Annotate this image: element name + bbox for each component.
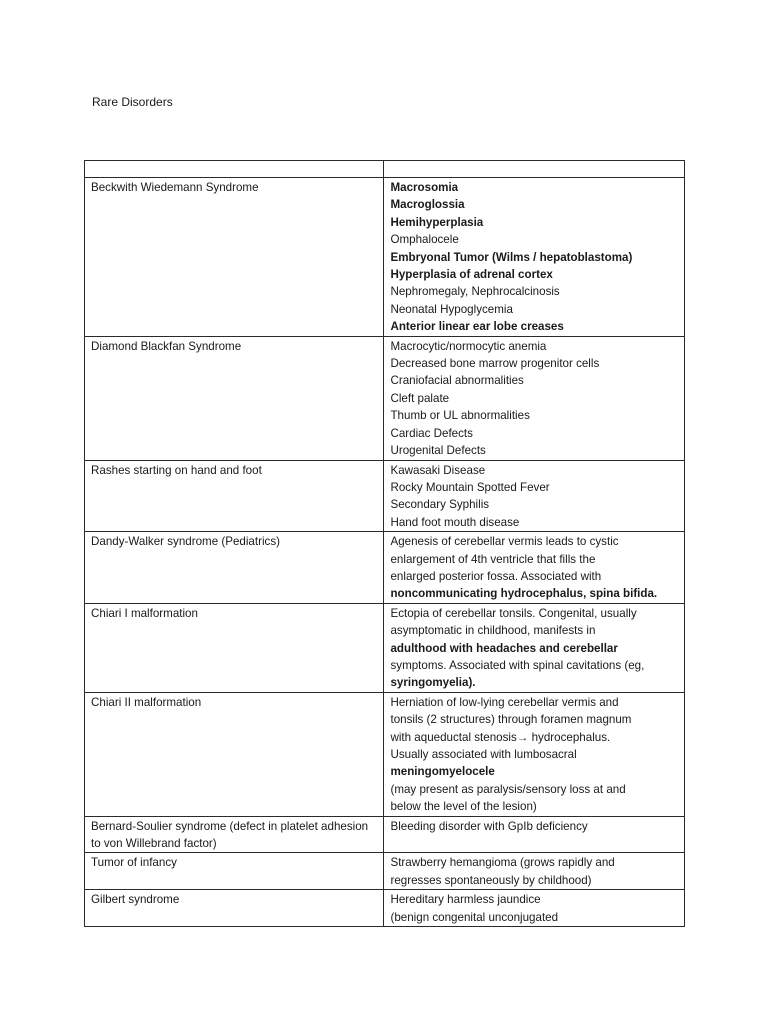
condition-cell: Rashes starting on hand and foot xyxy=(85,460,384,532)
table-row xyxy=(85,853,685,890)
condition-cell: Gilbert syndrome xyxy=(85,890,384,927)
feature-line: Hyperplasia of adrenal cortex xyxy=(390,268,553,282)
feature-line: Secondary Syphilis xyxy=(390,498,490,512)
feature-line: noncommunicating hydrocephalus, spina bifida. xyxy=(390,587,658,601)
features-cell xyxy=(384,603,685,692)
feature-line: Macrocytic/normocytic anemia xyxy=(390,339,547,353)
features-cell xyxy=(384,460,685,532)
feature-line: adulthood with headaches and cerebellar xyxy=(390,641,618,655)
condition-cell: Dandy-Walker syndrome (Pediatrics) xyxy=(85,532,384,604)
feature-line: Macrosomia xyxy=(390,181,459,194)
table-row xyxy=(85,890,685,927)
features-cell xyxy=(384,532,685,604)
condition-cell: Bernard-Soulier syndrome (defect in platelet adhesion to von Willebrand factor) xyxy=(85,816,384,853)
feature-line: Hemihyperplasia xyxy=(390,215,484,229)
condition-cell: Chiari I malformation xyxy=(85,603,384,692)
feature-line: Urogenital Defects xyxy=(390,444,486,458)
feature-line: tonsils (2 structures) through foramen magnum xyxy=(390,713,632,727)
feature-line: asymptomatic in childhood, manifests in xyxy=(390,624,596,638)
features-cell xyxy=(384,178,685,337)
features-cell xyxy=(384,816,685,853)
feature-line: meningomyelocele xyxy=(390,765,495,779)
table-row xyxy=(85,816,685,853)
feature-line: symptoms. Associated with spinal cavitations (eg, xyxy=(390,658,645,672)
feature-line: Macroglossia xyxy=(390,198,465,212)
table-row xyxy=(85,178,685,337)
condition-cell: Chiari II malformation xyxy=(85,692,384,816)
feature-line: with aqueductal stenosis→ hydrocephalus. xyxy=(390,730,611,744)
condition-cell: Tumor of infancy xyxy=(85,853,384,890)
feature-line: enlargement of 4th ventricle that fills the xyxy=(390,552,596,566)
feature-line: Hereditary harmless jaundice xyxy=(390,893,541,907)
features-cell xyxy=(384,853,685,890)
feature-line: Hand foot mouth disease xyxy=(390,515,520,529)
feature-line: Herniation of low-lying cerebellar vermis and xyxy=(390,695,619,709)
header-cell-features xyxy=(384,161,685,178)
disorders-table xyxy=(84,160,685,927)
condition-cell: Beckwith Wiedemann Syndrome xyxy=(85,178,384,337)
feature-line: Anterior linear ear lobe creases xyxy=(390,320,564,334)
feature-line: Craniofacial abnormalities xyxy=(390,374,524,388)
feature-line: Cleft palate xyxy=(390,391,450,405)
page-title: Rare Disorders xyxy=(92,95,173,109)
features-cell xyxy=(384,692,685,816)
table-row xyxy=(85,460,685,532)
feature-line: Embryonal Tumor (Wilms / hepatoblastoma) xyxy=(390,250,633,264)
feature-line: Usually associated with lumbosacral xyxy=(390,748,577,761)
feature-line: Kawasaki Disease xyxy=(390,463,486,477)
feature-line: Omphalocele xyxy=(390,233,459,247)
condition-cell: Diamond Blackfan Syndrome xyxy=(85,336,384,460)
feature-line: (benign congenital unconjugated xyxy=(390,910,559,924)
feature-line: Strawberry hemangioma (grows rapidly and xyxy=(390,856,615,870)
features-cell xyxy=(384,890,685,927)
features-cell xyxy=(384,336,685,460)
feature-line: (may present as paralysis/sensory loss at and xyxy=(390,782,626,796)
feature-line: Agenesis of cerebellar vermis leads to cystic xyxy=(390,535,619,549)
feature-line: Rocky Mountain Spotted Fever xyxy=(390,480,550,494)
feature-line: enlarged posterior fossa. Associated with xyxy=(390,569,602,583)
table-row xyxy=(85,692,685,816)
table-header-row xyxy=(85,161,685,178)
feature-line: Decreased bone marrow progenitor cells xyxy=(390,357,600,371)
feature-line: Cardiac Defects xyxy=(390,426,473,440)
feature-line: Bleeding disorder with GpIb deficiency xyxy=(390,819,588,833)
table-row xyxy=(85,336,685,460)
table-row xyxy=(85,532,685,604)
header-cell-condition xyxy=(85,161,384,178)
table-row xyxy=(85,603,685,692)
feature-line: Ectopia of cerebellar tonsils. Congenital, usually xyxy=(390,606,637,620)
feature-line: Neonatal Hypoglycemia xyxy=(390,302,513,316)
feature-line: syringomyelia). xyxy=(390,676,476,690)
feature-line: Nephromegaly, Nephrocalcinosis xyxy=(390,285,560,299)
feature-line: Thumb or UL abnormalities xyxy=(390,409,530,423)
feature-line: regresses spontaneously by childhood) xyxy=(390,873,592,887)
feature-line: below the level of the lesion) xyxy=(390,800,537,814)
